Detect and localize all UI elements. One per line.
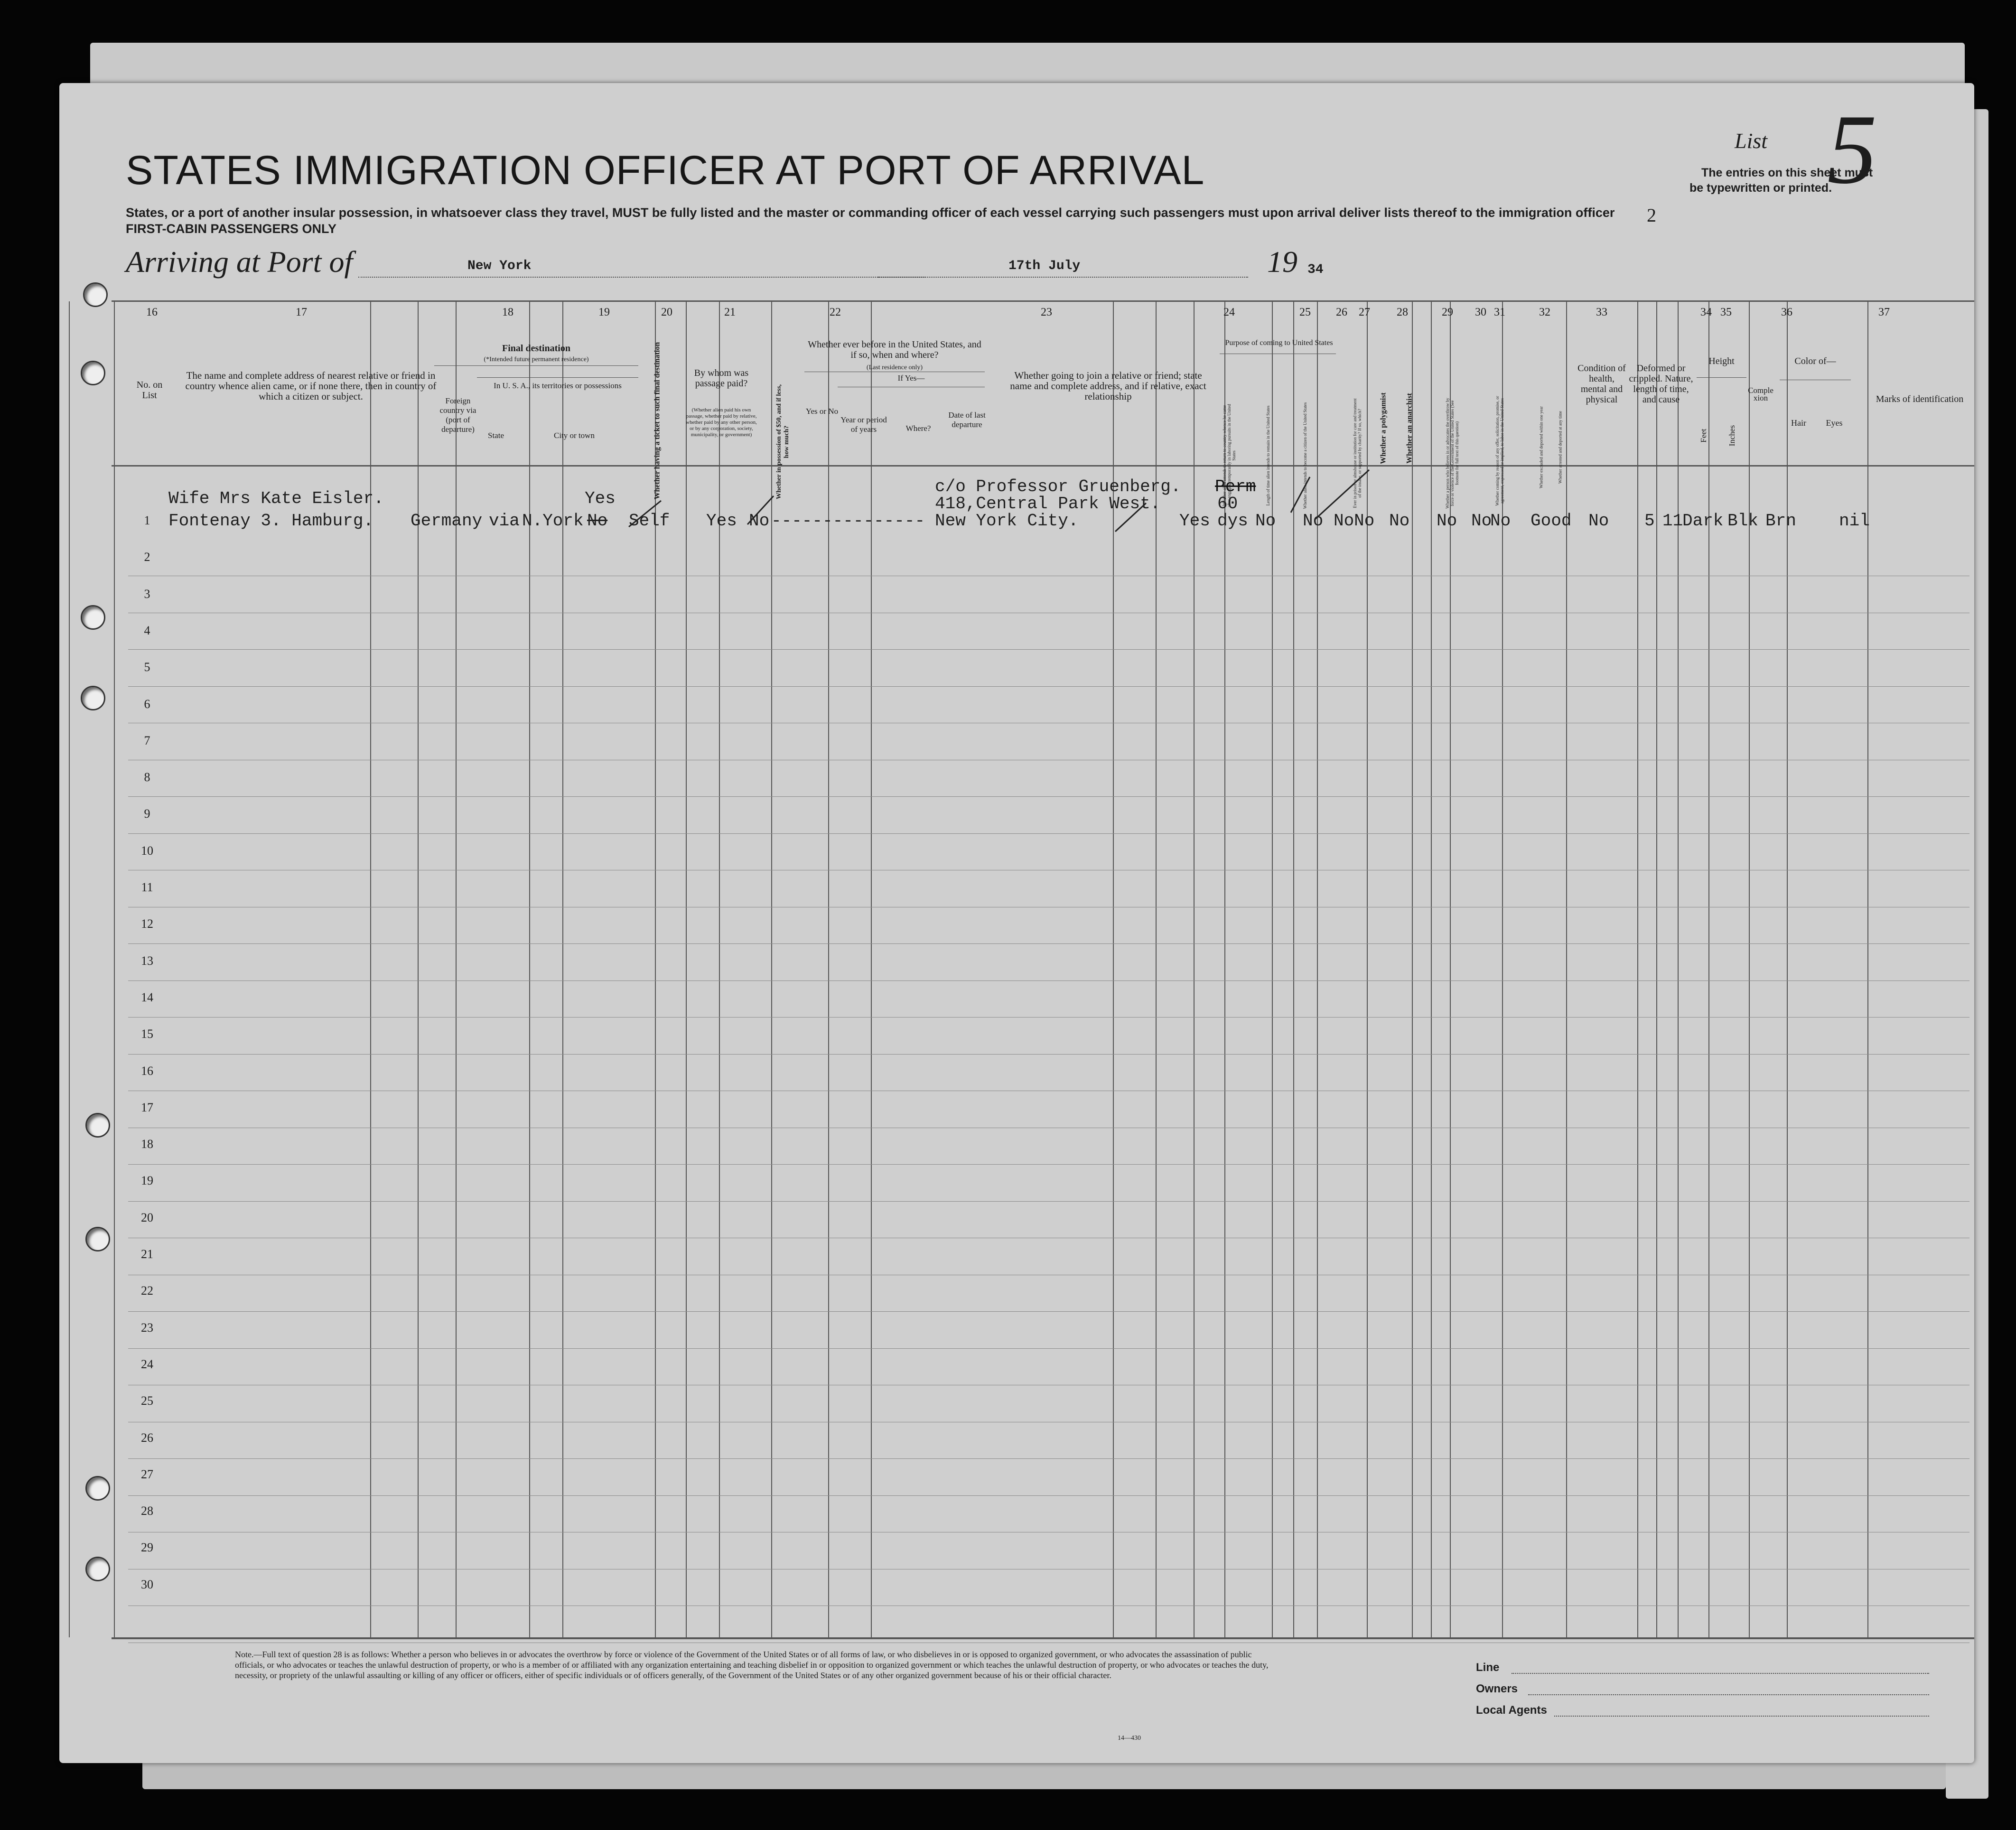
agents-rule xyxy=(1554,1716,1929,1717)
header-deformed: Deformed or crippled. Nature, length of time, and cause xyxy=(1629,363,1693,405)
header-if-yes: If Yes— xyxy=(897,373,925,383)
row-number: 28 xyxy=(141,1504,153,1518)
header-final-destination: Final destination xyxy=(502,343,570,354)
row-number: 29 xyxy=(141,1541,153,1555)
entry-deformed: No xyxy=(1588,511,1609,531)
column-number: 28 xyxy=(1397,306,1408,318)
header-polygamist: Whether a polygamist xyxy=(1379,392,1388,464)
year-prefix: 19 xyxy=(1267,245,1297,279)
row-number: 13 xyxy=(141,953,153,968)
row-number: 22 xyxy=(141,1284,153,1298)
header-feet: Feet xyxy=(1699,429,1708,443)
header-before-us-sub: (Last residence only) xyxy=(866,364,923,371)
header-yes-or-no: Yes or No xyxy=(805,407,839,416)
entry-relative-line-1: Wife Mrs Kate Eisler. xyxy=(168,489,384,508)
instruction-line-2: FIRST-CABIN PASSENGERS ONLY xyxy=(126,222,337,236)
entry-length-struck: Perm xyxy=(1215,477,1256,496)
row-number: 20 xyxy=(141,1210,153,1224)
punch-hole-2 xyxy=(81,361,105,385)
row-number: 25 xyxy=(141,1394,153,1408)
year-suffix: 34 xyxy=(1307,262,1324,277)
row-number: 27 xyxy=(141,1467,153,1481)
header-foreign-country: Foreign country via (port of departure) xyxy=(439,396,476,434)
check-marks xyxy=(59,83,1974,605)
manifest-sheet xyxy=(59,83,1974,1763)
header-fifty-dollars: Whether in possession of $50, and if less, how much? xyxy=(775,384,790,500)
port-value: New York xyxy=(467,259,532,273)
row-rule xyxy=(128,980,1969,981)
header-ticket: Whether having a ticket to such final destination xyxy=(653,342,662,500)
form-code: 14—430 xyxy=(1118,1735,1141,1742)
entry-length-unit: dys xyxy=(1217,511,1248,531)
owners-label: Owners xyxy=(1476,1682,1518,1695)
header-color-of: Color of— xyxy=(1794,356,1836,366)
row-rule xyxy=(128,1164,1969,1165)
instruction-line-1: States, or a port of another insular possession, in whatsoever class they travel, MUST be fully listed and the master or commanding officer of each vessel carrying such passengers must upon arrival deliver lists thereof to the immigration officer xyxy=(126,205,1615,220)
header-purpose-return: Whether alien intends to return to country whence he came after engaging temporarily in laboring pursuits in the United States xyxy=(1222,404,1236,507)
column-number: 25 xyxy=(1299,306,1311,318)
header-marks: Marks of identification xyxy=(1876,394,1964,404)
agents-label: Local Agents xyxy=(1476,1704,1547,1717)
line-rule xyxy=(1512,1673,1929,1674)
entry-polygamist: No xyxy=(1334,511,1354,531)
column-number: 16 xyxy=(146,306,158,318)
footnote: Note.—Full text of question 28 is as follows: Whether a person who believes in or advocates the overthrow by force or violence of the Government of the United States or of all forms of law, or who disbelieves in or is opposed to organized government, or who advocates the assassination of public officials, or who advocates or teaches the unlawful destruction of property, or who is a member of or affiliated with any organization entertaining and teaching disbelief in or opposition to organized government or which teaches the unlawful destruction of property, or who advocates or teaches the duty, necessity, or propriety of the unlawful assaulting or killing of any officer or officers, either of specific individuals or of officers generally, of the Government of the United States or of any other organized government because of his or their official character. xyxy=(235,1650,1269,1680)
column-number: 32 xyxy=(1539,306,1550,318)
row-number: 6 xyxy=(144,697,150,711)
row-rule xyxy=(128,1458,1969,1459)
column-number: 18 xyxy=(502,306,513,318)
column-number: 24 xyxy=(1223,306,1235,318)
page-title: STATES IMMIGRATION OFFICER AT PORT OF ARRIVAL xyxy=(126,148,1205,193)
row-number: 4 xyxy=(144,623,150,637)
entry-feet: 5 xyxy=(1644,511,1655,531)
row-number: 17 xyxy=(141,1100,153,1114)
column-number: 19 xyxy=(598,306,610,318)
punch-hole-3 xyxy=(81,605,105,630)
header-usa: In U. S. A., its territories or possessions xyxy=(494,381,622,390)
header-relative: The name and complete address of nearest relative or friend in country whence alien came, or if none there, then in country of which a citizen or subject. xyxy=(185,370,437,402)
entry-fifty-dollars: Yes xyxy=(706,511,737,531)
header-purpose-citizen: Whether alien intends to become a citizen of the United States xyxy=(1303,402,1307,509)
entry-inches: 11 xyxy=(1662,511,1683,531)
punch-hole-1 xyxy=(83,282,108,307)
list-label: List xyxy=(1735,129,1768,153)
header-city: City or town xyxy=(554,431,595,440)
header-passage-paid: By whom was passage paid? xyxy=(694,368,749,389)
entry-complexion: Dark xyxy=(1682,511,1724,531)
entry-arrested: No xyxy=(1490,511,1511,531)
punch-hole-8 xyxy=(85,1557,110,1581)
row-rule xyxy=(128,686,1969,687)
row-number: 24 xyxy=(141,1357,153,1371)
column-number: 34 xyxy=(1700,306,1712,318)
column-number: 29 xyxy=(1442,306,1453,318)
entry-ticket-no-struck: No xyxy=(587,511,608,531)
header-join-relative: Whether going to join a relative or friend; state name and complete address, and if relative, exact relationship xyxy=(1010,370,1206,402)
row-number: 5 xyxy=(144,660,150,674)
punch-hole-6 xyxy=(85,1227,110,1251)
entry-before-dashes: --------------- xyxy=(771,511,925,531)
row-number: 19 xyxy=(141,1174,153,1188)
punch-hole-7 xyxy=(85,1476,110,1501)
entry-length-value: 60 xyxy=(1217,494,1238,514)
entry-city: N.York xyxy=(522,511,584,531)
column-number: 36 xyxy=(1781,306,1792,318)
entry-excluded: No xyxy=(1471,511,1492,531)
header-passage-paid-sub: (Whether alien paid his own passage, whether paid by relative, whether paid by any other person, or by any corporation, society, municipality, or government) xyxy=(686,407,757,438)
row-rule xyxy=(128,1201,1969,1202)
header-excluded: Whether excluded and deported within one year xyxy=(1539,406,1544,488)
row-number: 1 xyxy=(144,514,150,527)
column-number: 21 xyxy=(724,306,736,318)
column-number: 27 xyxy=(1359,306,1370,318)
entry-eyes: Brn xyxy=(1765,511,1796,531)
entry-passage-paid: Self xyxy=(629,511,670,531)
column-number: 37 xyxy=(1878,306,1890,318)
row-number: 10 xyxy=(141,843,153,858)
line-label: Line xyxy=(1476,1661,1500,1674)
owners-rule xyxy=(1528,1694,1929,1695)
header-complexion: Complexion xyxy=(1748,386,1773,402)
header-overthrow: Whether a person who believes in or advocates the overthrow by force or violence of the Government of the United States (See footnote for full text of this question) xyxy=(1445,398,1459,509)
header-purpose: Purpose of coming to United States xyxy=(1225,339,1333,347)
entry-relative-line-2: Fontenay 3. Hamburg. xyxy=(168,511,374,531)
row-number: 23 xyxy=(141,1320,153,1335)
row-rule xyxy=(128,1017,1969,1018)
row-rule xyxy=(128,796,1969,797)
row-number: 30 xyxy=(141,1577,153,1591)
column-number: 20 xyxy=(661,306,672,318)
entry-foreign-country: Germany xyxy=(411,511,483,531)
row-number: 8 xyxy=(144,770,150,784)
column-number: 31 xyxy=(1494,306,1505,318)
header-health: Condition of health, mental and physical xyxy=(1577,363,1626,405)
column-number: 23 xyxy=(1041,306,1052,318)
date-value: 17th July xyxy=(1008,259,1081,273)
column-number: 22 xyxy=(830,306,841,318)
row-rule xyxy=(128,1311,1969,1312)
list-number: 5 xyxy=(1827,94,1877,205)
row-number: 2 xyxy=(144,550,150,564)
row-number: 12 xyxy=(141,917,153,931)
row-number: 16 xyxy=(141,1064,153,1078)
table-bottom-rule xyxy=(112,1637,1974,1639)
header-no-on-list: No. on List xyxy=(136,380,163,401)
row-number: 7 xyxy=(144,733,150,747)
row-rule xyxy=(128,649,1969,650)
row-rule xyxy=(128,833,1969,834)
row-number: 15 xyxy=(141,1027,153,1041)
header-date-departure: Date of last departure xyxy=(948,411,986,429)
punch-hole-4 xyxy=(81,686,105,710)
entry-via: via xyxy=(489,511,520,531)
row-rule xyxy=(128,1495,1969,1496)
row-rule xyxy=(128,1054,1969,1055)
header-inches: Inches xyxy=(1727,425,1736,447)
entry-ticket-yes: Yes xyxy=(585,489,616,508)
entry-marks: nil xyxy=(1839,511,1870,531)
entry-anarchist: No xyxy=(1354,511,1375,531)
row-rule xyxy=(128,1348,1969,1349)
row-number: 21 xyxy=(141,1247,153,1261)
header-eyes: Eyes xyxy=(1826,418,1843,428)
arriving-label: Arriving at Port of xyxy=(126,245,353,279)
entry-prison: No xyxy=(1303,511,1324,531)
entry-before-us: No xyxy=(749,511,770,531)
sheet-number: 2 xyxy=(1647,205,1656,226)
entry-hair: Blk xyxy=(1727,511,1758,531)
column-number: 17 xyxy=(296,306,307,318)
row-number: 11 xyxy=(141,880,153,894)
header-final-destination-sub: (*Intended future permanent residence) xyxy=(484,356,589,363)
header-labor-offer: Whether coming by reason of any offer, solicitation, promise, or agreement, expressed or implied, to labor in the United States xyxy=(1495,396,1504,506)
column-number: 26 xyxy=(1336,306,1347,318)
header-where: Where? xyxy=(905,424,931,433)
header-period: Year or period of years xyxy=(840,415,887,434)
header-state: State xyxy=(488,431,504,440)
header-before-us: Whether ever before in the United States, and if so, when and where? xyxy=(808,339,981,360)
header-hair: Hair xyxy=(1791,418,1806,428)
punch-hole-5 xyxy=(85,1113,110,1138)
entry-citizen: No xyxy=(1255,511,1276,531)
column-number: 33 xyxy=(1596,306,1607,318)
row-number: 3 xyxy=(144,587,150,601)
row-number: 26 xyxy=(141,1430,153,1445)
header-purpose-length: Length of time alien intends to remain in the United States xyxy=(1266,405,1270,506)
column-number: 30 xyxy=(1475,306,1486,318)
row-number: 18 xyxy=(141,1137,153,1151)
entries-note-1: The entries on this sheet must xyxy=(1701,166,1873,179)
entries-note-2: be typewritten or printed. xyxy=(1689,181,1832,195)
header-anarchist: Whether an anarchist xyxy=(1405,393,1414,464)
entry-overthrow: No xyxy=(1389,511,1410,531)
row-rule xyxy=(128,943,1969,944)
entry-labor-offer: No xyxy=(1437,511,1457,531)
entry-join-line-3: New York City. xyxy=(935,511,1079,531)
header-prison: Ever in prison or almshouse or institution for care and treatment of the insane, or supported by charity? If so, which? xyxy=(1353,398,1362,508)
entry-join-line-2: 418,Central Park West. xyxy=(935,494,1161,514)
header-height: Height xyxy=(1708,356,1735,366)
column-number: 35 xyxy=(1720,306,1732,318)
entry-join-line-1: c/o Professor Gruenberg. xyxy=(935,477,1181,496)
entry-health: Good xyxy=(1531,511,1572,531)
header-arrested: Whether arrested and deported at any time xyxy=(1558,411,1563,484)
row-number: 9 xyxy=(144,807,150,821)
entry-purpose: Yes xyxy=(1179,511,1210,531)
row-number: 14 xyxy=(141,990,153,1004)
